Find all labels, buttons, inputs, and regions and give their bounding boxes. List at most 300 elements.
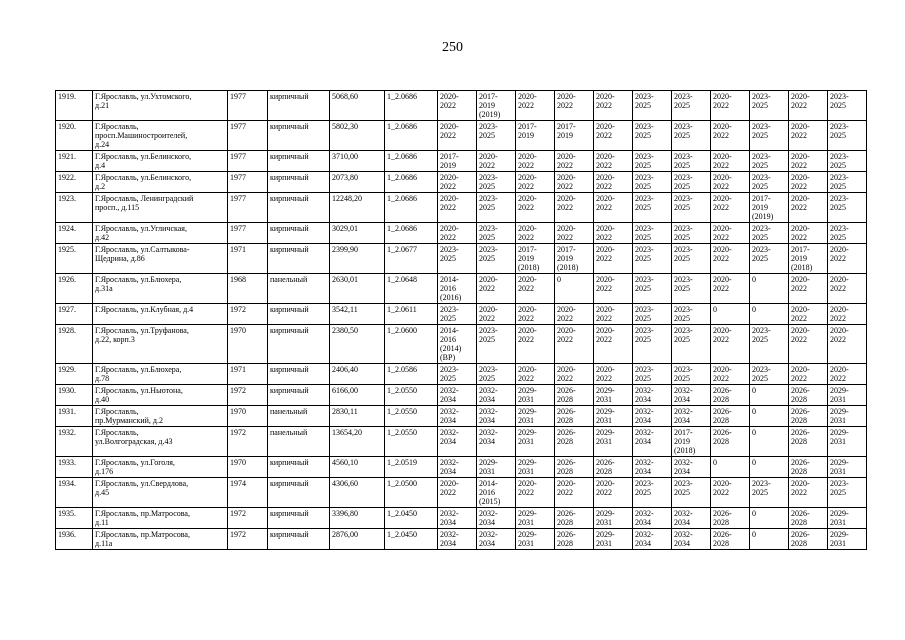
row-number-cell: 1930. [56, 385, 93, 406]
area-cell: 6166,00 [330, 385, 385, 406]
period-cell: 2020- 2022 [516, 364, 555, 385]
period-cell: 2026- 2028 [555, 385, 594, 406]
area-cell: 2399,90 [330, 244, 385, 274]
register-table-body [56, 91, 867, 550]
period-cell: 2023- 2025 [477, 223, 516, 244]
period-cell: 2020- 2022 [477, 304, 516, 325]
table-row [56, 427, 867, 457]
period-cell: 2026- 2028 [594, 457, 633, 478]
period-cell: 2023- 2025 [672, 193, 711, 223]
table-row [56, 385, 867, 406]
period-cell: 2023- 2025 [750, 121, 789, 151]
period-cell: 2020- 2022 [828, 304, 867, 325]
year-cell: 1968 [228, 274, 268, 304]
period-cell: 2023- 2025 [828, 151, 867, 172]
area-cell: 2630,01 [330, 274, 385, 304]
address-cell: Г.Ярославль, ул.Труфанова, д.22, корп.3 [93, 325, 228, 364]
period-cell: 2017- 2019 (2018) [672, 427, 711, 457]
wall-material-cell: панельный [268, 274, 330, 304]
period-cell: 2014- 2016 (2016) [438, 274, 477, 304]
period-cell: 2020- 2022 [789, 364, 828, 385]
period-cell: 2023- 2025 [438, 244, 477, 274]
code-cell: 1_2.0686 [385, 193, 438, 223]
wall-material-cell: кирпичный [268, 325, 330, 364]
period-cell: 2023- 2025 [477, 325, 516, 364]
period-cell: 2020- 2022 [789, 304, 828, 325]
code-cell: 1_2.0450 [385, 529, 438, 550]
area-cell: 2830,11 [330, 406, 385, 427]
address-cell: Г.Ярославль, ул.Ухтомского, д.21 [93, 91, 228, 121]
period-cell: 2020- 2022 [789, 172, 828, 193]
row-number-cell: 1920. [56, 121, 93, 151]
period-cell: 2026- 2028 [789, 508, 828, 529]
period-cell: 2020- 2022 [477, 151, 516, 172]
period-cell: 2020- 2022 [594, 478, 633, 508]
period-cell: 2020- 2022 [555, 223, 594, 244]
period-cell: 0 [750, 427, 789, 457]
area-cell: 4306,60 [330, 478, 385, 508]
area-cell: 12248,20 [330, 193, 385, 223]
period-cell: 2026- 2028 [711, 508, 750, 529]
period-cell: 2023- 2025 [438, 364, 477, 385]
period-cell: 2017- 2019 (2018) [789, 244, 828, 274]
period-cell: 2020- 2022 [438, 223, 477, 244]
period-cell: 2032- 2034 [438, 406, 477, 427]
period-cell: 2017- 2019 (2018) [555, 244, 594, 274]
period-cell: 2023- 2025 [828, 121, 867, 151]
period-cell: 2029- 2031 [594, 385, 633, 406]
period-cell: 2020- 2022 [594, 325, 633, 364]
year-cell: 1970 [228, 457, 268, 478]
period-cell: 0 [750, 304, 789, 325]
address-cell: Г.Ярославль, пр.Матросова, д.11 [93, 508, 228, 529]
year-cell: 1977 [228, 193, 268, 223]
code-cell: 1_2.0500 [385, 478, 438, 508]
period-cell: 2023- 2025 [828, 223, 867, 244]
code-cell: 1_2.0550 [385, 385, 438, 406]
table-row [56, 325, 867, 364]
period-cell: 2020- 2022 [516, 478, 555, 508]
table-row [56, 274, 867, 304]
period-cell: 2020- 2022 [555, 172, 594, 193]
period-cell: 2023- 2025 [750, 172, 789, 193]
address-cell: Г.Ярославль, ул.Угличская, д.42 [93, 223, 228, 244]
period-cell: 0 [750, 529, 789, 550]
period-cell: 2023- 2025 [672, 304, 711, 325]
period-cell: 2020- 2022 [516, 325, 555, 364]
period-cell: 2029- 2031 [828, 385, 867, 406]
period-cell: 2026- 2028 [555, 508, 594, 529]
period-cell: 2032- 2034 [477, 406, 516, 427]
area-cell: 2380,50 [330, 325, 385, 364]
period-cell: 2023- 2025 [672, 172, 711, 193]
period-cell: 2029- 2031 [516, 529, 555, 550]
period-cell: 0 [711, 457, 750, 478]
period-cell: 2032- 2034 [477, 427, 516, 457]
period-cell: 2032- 2034 [438, 385, 477, 406]
wall-material-cell: кирпичный [268, 223, 330, 244]
wall-material-cell: кирпичный [268, 457, 330, 478]
year-cell: 1977 [228, 151, 268, 172]
period-cell: 2023- 2025 [672, 91, 711, 121]
code-cell: 1_2.0519 [385, 457, 438, 478]
table-row [56, 304, 867, 325]
year-cell: 1970 [228, 325, 268, 364]
period-cell: 2026- 2028 [555, 406, 594, 427]
period-cell: 2023- 2025 [672, 223, 711, 244]
period-cell: 2020- 2022 [789, 274, 828, 304]
period-cell: 2020- 2022 [555, 193, 594, 223]
year-cell: 1972 [228, 508, 268, 529]
housing-register-table [55, 90, 867, 550]
period-cell: 2023- 2025 [828, 172, 867, 193]
period-cell: 2020- 2022 [711, 193, 750, 223]
period-cell: 2020- 2022 [711, 244, 750, 274]
period-cell: 2026- 2028 [789, 457, 828, 478]
period-cell: 2023- 2025 [477, 193, 516, 223]
period-cell: 2023- 2025 [750, 91, 789, 121]
period-cell: 0 [750, 508, 789, 529]
period-cell: 2023- 2025 [633, 325, 672, 364]
row-number-cell: 1929. [56, 364, 93, 385]
address-cell: Г.Ярославль, ул.Белинского, д.4 [93, 151, 228, 172]
period-cell: 2026- 2028 [555, 457, 594, 478]
code-cell: 1_2.0450 [385, 508, 438, 529]
wall-material-cell: кирпичный [268, 172, 330, 193]
period-cell: 2032- 2034 [633, 508, 672, 529]
period-cell: 2029- 2031 [516, 457, 555, 478]
period-cell: 2029- 2031 [828, 427, 867, 457]
period-cell: 0 [750, 406, 789, 427]
period-cell: 2020- 2022 [828, 244, 867, 274]
period-cell: 2032- 2034 [672, 406, 711, 427]
period-cell: 0 [555, 274, 594, 304]
period-cell: 2032- 2034 [477, 529, 516, 550]
row-number-cell: 1933. [56, 457, 93, 478]
code-cell: 1_2.0686 [385, 91, 438, 121]
period-cell: 2026- 2028 [555, 427, 594, 457]
period-cell: 2020- 2022 [594, 121, 633, 151]
table-row [56, 244, 867, 274]
table-row [56, 193, 867, 223]
period-cell: 2026- 2028 [789, 406, 828, 427]
period-cell: 2014- 2016 (2014) (ВР) [438, 325, 477, 364]
area-cell: 5802,30 [330, 121, 385, 151]
table-row [56, 508, 867, 529]
wall-material-cell: кирпичный [268, 478, 330, 508]
wall-material-cell: кирпичный [268, 121, 330, 151]
code-cell: 1_2.0686 [385, 121, 438, 151]
period-cell: 0 [750, 385, 789, 406]
year-cell: 1971 [228, 364, 268, 385]
row-number-cell: 1926. [56, 274, 93, 304]
period-cell: 2020- 2022 [711, 91, 750, 121]
period-cell: 2029- 2031 [828, 508, 867, 529]
period-cell: 2023- 2025 [633, 223, 672, 244]
period-cell: 2020- 2022 [711, 325, 750, 364]
period-cell: 2032- 2034 [633, 457, 672, 478]
period-cell: 2023- 2025 [828, 478, 867, 508]
row-number-cell: 1927. [56, 304, 93, 325]
period-cell: 2020- 2022 [594, 223, 633, 244]
period-cell: 2020- 2022 [477, 274, 516, 304]
period-cell: 2020- 2022 [516, 274, 555, 304]
period-cell: 2029- 2031 [828, 529, 867, 550]
period-cell: 2023- 2025 [750, 325, 789, 364]
period-cell: 2017- 2019 [555, 121, 594, 151]
code-cell: 1_2.0677 [385, 244, 438, 274]
area-cell: 2876,00 [330, 529, 385, 550]
period-cell: 2023- 2025 [672, 478, 711, 508]
period-cell: 2017- 2019 [438, 151, 477, 172]
wall-material-cell: кирпичный [268, 529, 330, 550]
period-cell: 2029- 2031 [828, 406, 867, 427]
table-row [56, 121, 867, 151]
code-cell: 1_2.0686 [385, 151, 438, 172]
period-cell: 2020- 2022 [711, 364, 750, 385]
period-cell: 2020- 2022 [828, 274, 867, 304]
wall-material-cell: кирпичный [268, 193, 330, 223]
period-cell: 0 [750, 457, 789, 478]
address-cell: Г.Ярославль, ул.Клубная, д.4 [93, 304, 228, 325]
period-cell: 2029- 2031 [516, 406, 555, 427]
period-cell: 2023- 2025 [672, 325, 711, 364]
code-cell: 1_2.0550 [385, 427, 438, 457]
code-cell: 1_2.0550 [385, 406, 438, 427]
period-cell: 2023- 2025 [477, 172, 516, 193]
address-cell: Г.Ярославль, пр.Мурманский, д.2 [93, 406, 228, 427]
period-cell: 2020- 2022 [789, 121, 828, 151]
period-cell: 2026- 2028 [711, 406, 750, 427]
table-row [56, 223, 867, 244]
period-cell: 2029- 2031 [828, 457, 867, 478]
address-cell: Г.Ярославль, ул.Волгоградская, д.43 [93, 427, 228, 457]
area-cell: 3710,00 [330, 151, 385, 172]
wall-material-cell: кирпичный [268, 91, 330, 121]
period-cell: 2017- 2019 [516, 121, 555, 151]
period-cell: 2020- 2022 [516, 304, 555, 325]
period-cell: 2020- 2022 [711, 172, 750, 193]
wall-material-cell: панельный [268, 406, 330, 427]
period-cell: 2026- 2028 [789, 385, 828, 406]
table-row [56, 172, 867, 193]
period-cell: 2020- 2022 [789, 223, 828, 244]
period-cell: 2032- 2034 [672, 508, 711, 529]
page-number: 250 [442, 40, 463, 55]
period-cell: 2023- 2025 [633, 193, 672, 223]
table-row [56, 364, 867, 385]
period-cell: 2023- 2025 [750, 223, 789, 244]
period-cell: 2026- 2028 [711, 427, 750, 457]
period-cell: 2023- 2025 [750, 364, 789, 385]
year-cell: 1972 [228, 385, 268, 406]
period-cell: 2020- 2022 [594, 274, 633, 304]
period-cell: 2023- 2025 [672, 121, 711, 151]
period-cell: 2020- 2022 [594, 91, 633, 121]
period-cell: 2020- 2022 [711, 151, 750, 172]
row-number-cell: 1935. [56, 508, 93, 529]
row-number-cell: 1928. [56, 325, 93, 364]
period-cell: 2032- 2034 [672, 385, 711, 406]
wall-material-cell: кирпичный [268, 244, 330, 274]
year-cell: 1977 [228, 172, 268, 193]
period-cell: 2020- 2022 [594, 244, 633, 274]
address-cell: Г.Ярославль, ул.Блюхера, д.31а [93, 274, 228, 304]
period-cell: 2020- 2022 [789, 151, 828, 172]
period-cell: 2023- 2025 [672, 244, 711, 274]
address-cell: Г.Ярославль, Ленинградский просп., д.115 [93, 193, 228, 223]
period-cell: 2023- 2025 [828, 193, 867, 223]
table-row [56, 91, 867, 121]
period-cell: 2020- 2022 [711, 223, 750, 244]
period-cell: 2032- 2034 [633, 385, 672, 406]
wall-material-cell: панельный [268, 427, 330, 457]
period-cell: 2023- 2025 [633, 274, 672, 304]
period-cell: 2020- 2022 [594, 172, 633, 193]
period-cell: 2023- 2025 [633, 478, 672, 508]
period-cell: 2020- 2022 [438, 478, 477, 508]
period-cell: 2020- 2022 [555, 478, 594, 508]
period-cell: 2020- 2022 [594, 193, 633, 223]
period-cell: 0 [750, 274, 789, 304]
period-cell: 2020- 2022 [711, 121, 750, 151]
table-row [56, 457, 867, 478]
table-row [56, 151, 867, 172]
period-cell: 2020- 2022 [516, 151, 555, 172]
period-cell: 2020- 2022 [555, 151, 594, 172]
period-cell: 2023- 2025 [438, 304, 477, 325]
period-cell: 2020- 2022 [711, 478, 750, 508]
period-cell: 2020- 2022 [594, 304, 633, 325]
area-cell: 4560,10 [330, 457, 385, 478]
period-cell: 2020- 2022 [828, 325, 867, 364]
period-cell: 2020- 2022 [516, 172, 555, 193]
period-cell: 2023- 2025 [477, 121, 516, 151]
area-cell: 13654,20 [330, 427, 385, 457]
period-cell: 2020- 2022 [438, 172, 477, 193]
period-cell: 2023- 2025 [633, 304, 672, 325]
address-cell: Г.Ярославль, ул.Свердлова, д.45 [93, 478, 228, 508]
row-number-cell: 1923. [56, 193, 93, 223]
address-cell: Г.Ярославль, пр.Матросова, д.11а [93, 529, 228, 550]
area-cell: 3396,80 [330, 508, 385, 529]
period-cell: 2020- 2022 [438, 91, 477, 121]
period-cell: 2026- 2028 [555, 529, 594, 550]
row-number-cell: 1934. [56, 478, 93, 508]
period-cell: 2029- 2031 [594, 508, 633, 529]
period-cell: 2017- 2019 (2019) [750, 193, 789, 223]
period-cell: 2023- 2025 [672, 151, 711, 172]
period-cell: 2032- 2034 [477, 385, 516, 406]
wall-material-cell: кирпичный [268, 364, 330, 385]
address-cell: Г.Ярославль, ул.Салтыкова- Щедрина, д.86 [93, 244, 228, 274]
period-cell: 0 [711, 304, 750, 325]
row-number-cell: 1925. [56, 244, 93, 274]
period-cell: 2023- 2025 [750, 244, 789, 274]
period-cell: 2029- 2031 [594, 406, 633, 427]
period-cell: 2032- 2034 [477, 508, 516, 529]
period-cell: 2014- 2016 (2015) [477, 478, 516, 508]
period-cell: 2023- 2025 [633, 151, 672, 172]
year-cell: 1971 [228, 244, 268, 274]
row-number-cell: 1922. [56, 172, 93, 193]
address-cell: Г.Ярославль, ул.Ньютона, д.40 [93, 385, 228, 406]
code-cell: 1_2.0586 [385, 364, 438, 385]
period-cell: 2032- 2034 [633, 427, 672, 457]
period-cell: 2032- 2034 [633, 529, 672, 550]
period-cell: 2029- 2031 [516, 508, 555, 529]
period-cell: 2023- 2025 [828, 91, 867, 121]
period-cell: 2032- 2034 [672, 457, 711, 478]
period-cell: 2017- 2019 (2019) [477, 91, 516, 121]
period-cell: 2026- 2028 [789, 529, 828, 550]
period-cell: 2020- 2022 [555, 364, 594, 385]
period-cell: 2020- 2022 [711, 274, 750, 304]
table-row [56, 406, 867, 427]
address-cell: Г.Ярославль, ул.Белинского, д.2 [93, 172, 228, 193]
period-cell: 2023- 2025 [633, 121, 672, 151]
period-cell: 2020- 2022 [789, 325, 828, 364]
period-cell: 2032- 2034 [672, 529, 711, 550]
area-cell: 5068,60 [330, 91, 385, 121]
table-row [56, 478, 867, 508]
row-number-cell: 1936. [56, 529, 93, 550]
year-cell: 1977 [228, 223, 268, 244]
area-cell: 3542,11 [330, 304, 385, 325]
period-cell: 2032- 2034 [438, 457, 477, 478]
year-cell: 1974 [228, 478, 268, 508]
year-cell: 1970 [228, 406, 268, 427]
code-cell: 1_2.0611 [385, 304, 438, 325]
period-cell: 2029- 2031 [594, 427, 633, 457]
year-cell: 1977 [228, 91, 268, 121]
period-cell: 2020- 2022 [438, 121, 477, 151]
wall-material-cell: кирпичный [268, 385, 330, 406]
year-cell: 1972 [228, 529, 268, 550]
area-cell: 2073,80 [330, 172, 385, 193]
table-row [56, 529, 867, 550]
period-cell: 2023- 2025 [672, 364, 711, 385]
area-cell: 2406,40 [330, 364, 385, 385]
period-cell: 2032- 2034 [633, 406, 672, 427]
row-number-cell: 1931. [56, 406, 93, 427]
period-cell: 2020- 2022 [789, 91, 828, 121]
address-cell: Г.Ярославль, просп.Машиностроителей, д.24 [93, 121, 228, 151]
period-cell: 2023- 2025 [750, 478, 789, 508]
period-cell: 2026- 2028 [711, 529, 750, 550]
period-cell: 2020- 2022 [516, 91, 555, 121]
period-cell: 2023- 2025 [477, 364, 516, 385]
row-number-cell: 1921. [56, 151, 93, 172]
address-cell: Г.Ярославль, ул.Гоголя, д.176 [93, 457, 228, 478]
period-cell: 2020- 2022 [789, 478, 828, 508]
year-cell: 1972 [228, 427, 268, 457]
period-cell: 2023- 2025 [672, 274, 711, 304]
code-cell: 1_2.0600 [385, 325, 438, 364]
period-cell: 2020- 2022 [555, 91, 594, 121]
period-cell: 2020- 2022 [516, 193, 555, 223]
period-cell: 2026- 2028 [789, 427, 828, 457]
period-cell: 2029- 2031 [516, 427, 555, 457]
area-cell: 3029,01 [330, 223, 385, 244]
year-cell: 1977 [228, 121, 268, 151]
code-cell: 1_2.0648 [385, 274, 438, 304]
period-cell: 2029- 2031 [516, 385, 555, 406]
period-cell: 2023- 2025 [633, 244, 672, 274]
wall-material-cell: кирпичный [268, 151, 330, 172]
period-cell: 2029- 2031 [477, 457, 516, 478]
period-cell: 2032- 2034 [438, 529, 477, 550]
